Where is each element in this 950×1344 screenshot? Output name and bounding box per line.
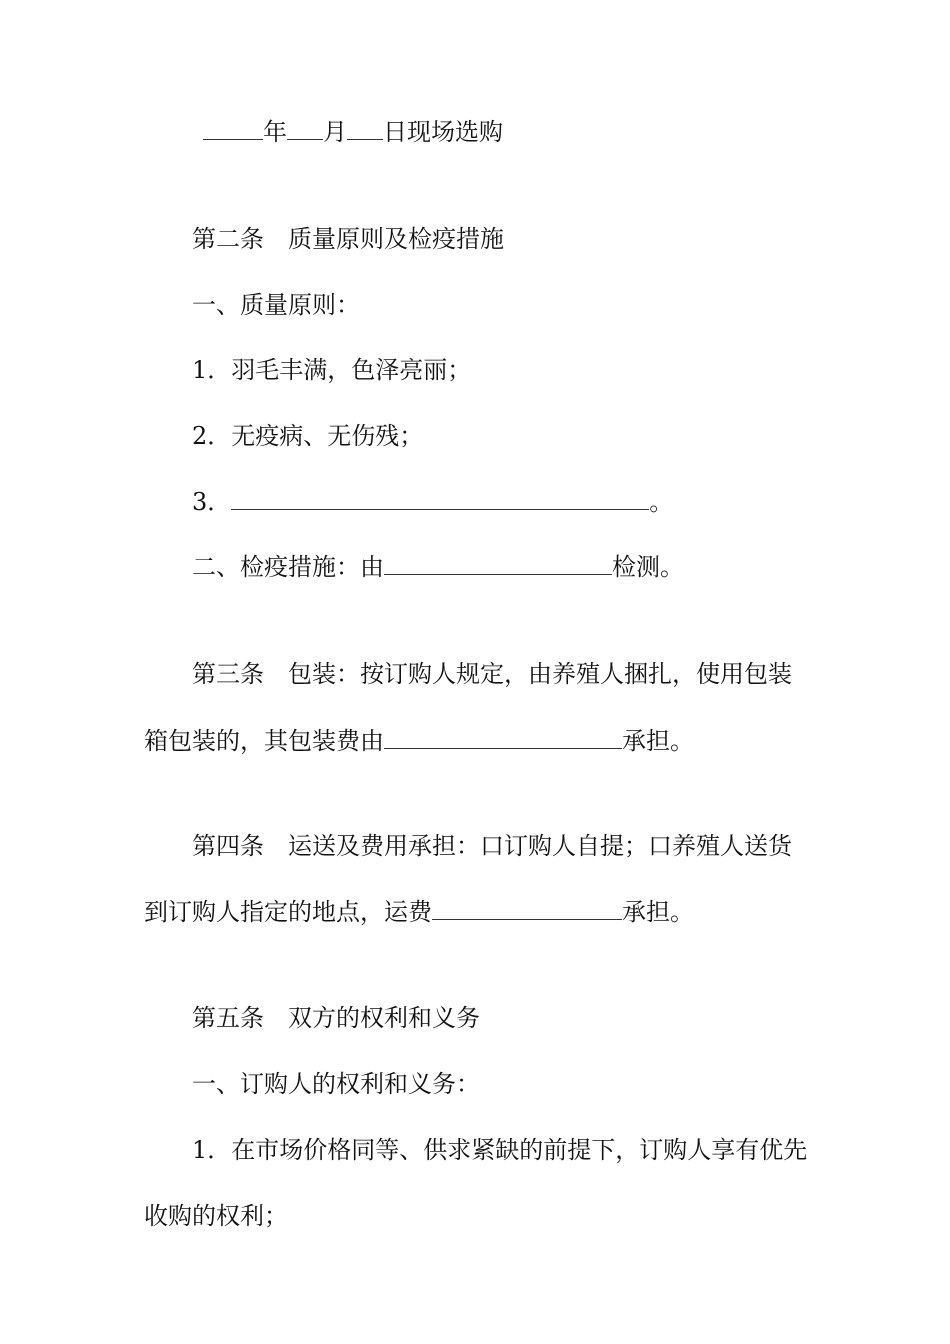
- day-label: 日现场选购: [383, 118, 503, 146]
- article-2-heading: [192, 224, 504, 254]
- fill-blank: [432, 897, 622, 920]
- buyer-right-1-line-2: 收购的权利；: [144, 1202, 288, 1230]
- quality-principle-heading: 一、质量原则：: [192, 291, 360, 319]
- freight-end: 承担。: [622, 898, 694, 926]
- article-number: 第四条: [192, 832, 264, 860]
- article-4-line-2: [144, 897, 694, 927]
- article-title: 质量原则及检疫措施: [288, 225, 504, 253]
- buyer-right-1-line-1: 1．在市场价格同等、供求紧缺的前提下，订购人享有优先: [192, 1136, 808, 1164]
- freight-label: 到订购人指定的地点，运费: [144, 898, 432, 926]
- quarantine-end: 检测。: [612, 553, 684, 581]
- packing-fee-end: 承担。: [622, 727, 694, 755]
- item-end: 。: [649, 488, 674, 516]
- quarantine-line: [192, 552, 684, 582]
- fill-blank: [384, 552, 612, 575]
- article-text: 包装：按订购人规定，由养殖人捆扎，使用包装: [288, 660, 792, 688]
- quality-item-1: 1．羽毛丰满，色泽亮丽；: [192, 356, 472, 384]
- date-line: [203, 117, 503, 147]
- month-blank: [287, 117, 323, 140]
- day-blank: [347, 117, 383, 140]
- article-number: 第五条: [192, 1004, 264, 1032]
- item-number: 3．: [192, 488, 232, 516]
- article-3-line-1: [192, 659, 792, 689]
- article-number: 第二条: [192, 225, 264, 253]
- article-number: 第三条: [192, 660, 264, 688]
- year-blank: [203, 117, 263, 140]
- article-3-line-2: [144, 726, 694, 756]
- quality-item-2: 2．无疫病、无伤残；: [192, 422, 424, 450]
- fill-blank: [231, 487, 649, 510]
- fill-blank: [384, 726, 622, 749]
- quality-item-3: [192, 487, 673, 517]
- packing-fee-label: 箱包装的，其包装费由: [144, 727, 384, 755]
- buyer-rights-heading: 一、订购人的权利和义务：: [192, 1070, 480, 1098]
- article-title: 双方的权利和义务: [288, 1004, 480, 1032]
- article-5-heading: [192, 1003, 480, 1033]
- article-text: 运送及费用承担：口订购人自提；口养殖人送货: [288, 832, 792, 860]
- quarantine-label: 二、检疫措施：由: [192, 553, 384, 581]
- month-label: 月: [323, 118, 347, 146]
- article-4-line-1: [192, 831, 792, 861]
- year-label: 年: [263, 118, 287, 146]
